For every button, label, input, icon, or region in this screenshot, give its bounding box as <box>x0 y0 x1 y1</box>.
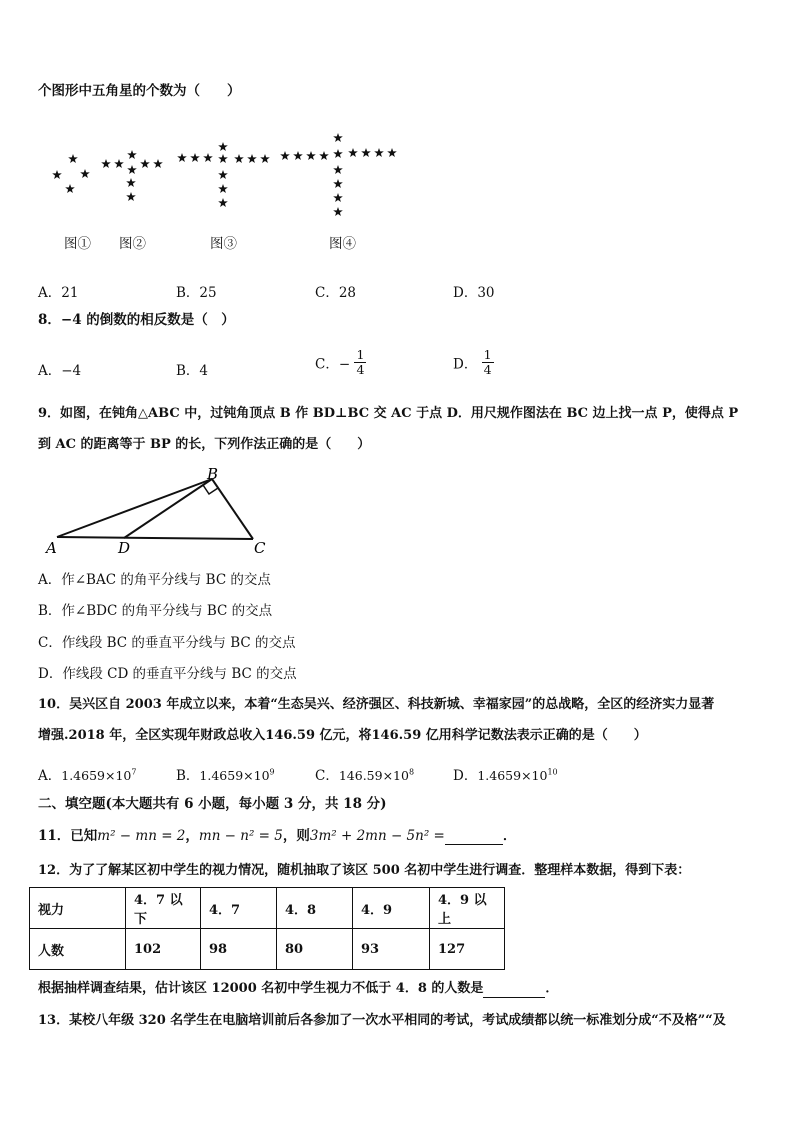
label-b: B <box>207 465 219 483</box>
q8-option-c-fraction <box>354 348 366 377</box>
exponent: 8 <box>408 767 415 777</box>
q9-option-d: D．作线段 CD 的垂直平分线与 BC 的交点 <box>38 666 297 682</box>
table-cell: 102 <box>126 929 201 970</box>
answer-blank[interactable] <box>445 830 503 845</box>
table-cell: 4．9 <box>353 888 430 929</box>
table-cell: 93 <box>353 929 430 970</box>
sci-notation-base: 1.4659×10 <box>61 768 132 783</box>
q13-stem: 13．某校八年级 320 名学生在电脑培训前后各参加了一次水平相同的考试，考试成绩都以统一标准划分成“不及格”“及 <box>38 1013 726 1028</box>
q11-equation-2: mn − n² = 5 <box>198 828 283 844</box>
table-cell: 4．7 以下 <box>126 888 201 929</box>
q7-option-b: B．25 <box>176 285 217 301</box>
q10-option-a <box>38 764 136 784</box>
table-row <box>30 888 505 929</box>
figure-3-stars <box>177 142 270 207</box>
q8-option-d <box>453 348 494 377</box>
q12-stem: 12．为了了解某区初中学生的视力情况，随机抽取了该区 500 名初中学生进行调查．整理样本数据，得到下表： <box>38 863 691 878</box>
q10-option-c <box>315 764 414 784</box>
table-cell: 80 <box>277 929 353 970</box>
figure-2-stars <box>101 150 163 201</box>
q8-option-c-prefix: C．− <box>315 356 351 373</box>
q8-stem: 8．−4 的倒数的相反数是（ ） <box>38 312 235 328</box>
fraction-numerator: 1 <box>483 347 492 362</box>
segment-ac <box>57 537 253 539</box>
exponent: 9 <box>269 767 275 777</box>
sci-notation-base: 1.4659×10 <box>199 768 270 783</box>
q11-stem <box>38 827 516 845</box>
q10-option-d <box>453 764 558 784</box>
vision-data-table <box>29 887 505 970</box>
q8-option-d-prefix: D． <box>453 356 478 373</box>
segment-bc <box>212 479 253 539</box>
exponent: 7 <box>131 767 137 777</box>
sci-notation-base: 1.4659×10 <box>477 768 548 783</box>
exponent: 10 <box>547 767 558 777</box>
q11-separator: ， <box>185 828 199 844</box>
q9-stem-line2: 到 AC 的距离等于 BP 的长，下列作法正确的是（ ） <box>38 437 371 452</box>
figure-label-1: 图① <box>64 236 91 252</box>
answer-blank[interactable] <box>483 983 545 998</box>
q10-stem-line1: 10．吴兴区自 2003 年成立以来，本着“生态吴兴、经济强区、科技新城、幸福家园”的总战略，全区的经济实力显著 <box>38 697 715 712</box>
table-row <box>30 929 505 970</box>
q8-option-b: B．4 <box>176 363 209 379</box>
table-cell: 视力 <box>30 888 126 929</box>
q7-stem-tail: 个图形中五角星的个数为（ ） <box>38 83 241 99</box>
q9-option-c: C．作线段 BC 的垂直平分线与 BC 的交点 <box>38 635 296 651</box>
figure-label-3: 图③ <box>210 236 237 252</box>
q12-follow-tail: ． <box>545 981 559 996</box>
q11-equation-1: m² − mn = 2 <box>97 828 186 844</box>
figure-4-stars <box>280 133 397 216</box>
label-a: A <box>46 539 57 557</box>
q11-prefix: 11．已知 <box>38 828 98 844</box>
option-label: B． <box>176 768 200 784</box>
q8-option-c <box>315 348 366 377</box>
segment-ab <box>57 479 212 537</box>
figure-label-2: 图② <box>119 236 146 252</box>
q11-mid: ，则 <box>282 828 310 844</box>
q9-option-b: B．作∠BDC 的角平分线与 BC 的交点 <box>38 603 273 619</box>
table-cell: 98 <box>201 929 277 970</box>
q10-option-b <box>176 764 275 784</box>
triangle-figure <box>40 465 280 560</box>
figure-label-4: 图④ <box>329 236 356 252</box>
q7-option-d: D．30 <box>453 285 495 301</box>
q10-stem-line2: 增强.2018 年，全区实现年财政总收入146.59 亿元，将146.59 亿用科学记数法表示正确的是（ ） <box>38 728 647 743</box>
option-label: A． <box>38 768 62 784</box>
fraction-numerator: 1 <box>356 347 365 362</box>
label-d: D <box>118 539 131 557</box>
segment-bd <box>124 479 212 538</box>
option-label: D． <box>453 768 478 784</box>
q8-option-a: A．−4 <box>38 363 82 379</box>
table-cell: 4．9 以上 <box>430 888 505 929</box>
label-c: C <box>254 539 266 557</box>
q9-option-a: A．作∠BAC 的角平分线与 BC 的交点 <box>38 572 271 588</box>
right-angle-marker <box>203 485 218 494</box>
table-cell: 4．7 <box>201 888 277 929</box>
q8-option-d-fraction <box>482 348 494 377</box>
table-cell: 人数 <box>30 929 126 970</box>
q9-stem-line1: 9．如图，在钝角△ABC 中，过钝角顶点 B 作 BD⊥BC 交 AC 于点 D．用尺规作图法在 BC 边上找一点 P，使得点 P <box>38 406 739 421</box>
fraction-denominator: 4 <box>356 362 365 377</box>
q11-tail: ． <box>502 828 517 844</box>
q12-follow-text: 根据抽样调查结果，估计该区 12000 名初中学生视力不低于 4．8 的人数是 <box>38 981 484 996</box>
q12-follow <box>38 980 558 998</box>
option-label: C． <box>315 768 339 784</box>
q7-option-c: C．28 <box>315 285 357 301</box>
table-cell: 127 <box>430 929 505 970</box>
section-heading: 二、填空题(本大题共有 6 小题，每小题 3 分，共 18 分) <box>38 796 387 812</box>
q11-expression: 3m² + 2mn − 5n² = <box>309 828 445 844</box>
table-cell: 4．8 <box>277 888 353 929</box>
star-pattern-figures <box>40 125 420 225</box>
sci-notation-base: 146.59×10 <box>338 768 409 783</box>
fraction-denominator: 4 <box>483 362 492 377</box>
figure-1-stars <box>52 154 90 193</box>
q7-option-a: A．21 <box>38 285 79 301</box>
